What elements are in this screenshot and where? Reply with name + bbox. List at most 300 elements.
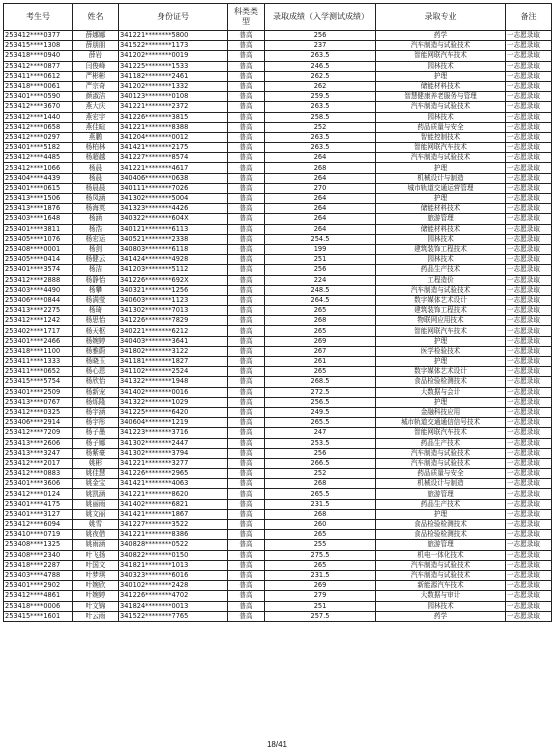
cell-score: 256 xyxy=(265,265,376,275)
cell-name: 杨洁 xyxy=(73,265,119,275)
cell-category: 普高 xyxy=(228,540,265,550)
table-row xyxy=(4,336,552,346)
cell-note: 一志愿录取 xyxy=(506,255,552,265)
cell-score: 265 xyxy=(265,306,376,316)
cell-major: 数字媒体艺术设计 xyxy=(376,367,506,377)
cell-category: 普高 xyxy=(228,275,265,285)
cell-note: 一志愿录取 xyxy=(506,275,552,285)
cell-name: 杨剑 xyxy=(73,244,119,254)
cell-id-no: 341421********1867 xyxy=(119,509,228,519)
cell-major: 医学检验技术 xyxy=(376,346,506,356)
cell-exam-no: 253418****1100 xyxy=(4,346,73,356)
cell-name: 燕佳暄 xyxy=(73,122,119,132)
cell-name: 杨浩 xyxy=(73,224,119,234)
cell-note: 一志愿录取 xyxy=(506,407,552,417)
cell-score: 262 xyxy=(265,81,376,91)
cell-id-no: 341203********5112 xyxy=(119,265,228,275)
cell-name: 叶飞扬 xyxy=(73,550,119,560)
cell-exam-no: 253413****1506 xyxy=(4,194,73,204)
table-row xyxy=(4,204,552,214)
cell-category: 普高 xyxy=(228,61,265,71)
cell-note: 一志愿录取 xyxy=(506,265,552,275)
cell-major: 旅游管理 xyxy=(376,214,506,224)
cell-id-no: 341402********6821 xyxy=(119,499,228,509)
cell-category: 普高 xyxy=(228,255,265,265)
cell-note: 一志愿录取 xyxy=(506,244,552,254)
cell-score: 265 xyxy=(265,367,376,377)
cell-note: 一志愿录取 xyxy=(506,570,552,580)
cell-score: 268 xyxy=(265,509,376,519)
cell-score: 261 xyxy=(265,357,376,367)
cell-name: 杨烁隆 xyxy=(73,397,119,407)
cell-name: 杨子娜 xyxy=(73,438,119,448)
cell-name: 姚金宝 xyxy=(73,479,119,489)
cell-category: 普高 xyxy=(228,234,265,244)
cell-major: 食品检验检测技术 xyxy=(376,377,506,387)
cell-exam-no: 253412****0877 xyxy=(4,61,73,71)
cell-exam-no: 253408****2340 xyxy=(4,550,73,560)
cell-name: 燕鹏 xyxy=(73,132,119,142)
cell-id-no: 341221********3277 xyxy=(119,458,228,468)
cell-id-no: 341302********3794 xyxy=(119,448,228,458)
cell-score: 264 xyxy=(265,194,376,204)
cell-category: 普高 xyxy=(228,550,265,560)
cell-major: 园林技术 xyxy=(376,112,506,122)
table-row xyxy=(4,51,552,61)
cell-id-no: 341221********2372 xyxy=(119,102,228,112)
cell-name: 杨天枢 xyxy=(73,326,119,336)
cell-score: 251 xyxy=(265,255,376,265)
table-row xyxy=(4,448,552,458)
cell-category: 普高 xyxy=(228,428,265,438)
cell-exam-no: 253412****0297 xyxy=(4,132,73,142)
cell-exam-no: 253406****0844 xyxy=(4,295,73,305)
cell-major: 新能源汽车技术 xyxy=(376,581,506,591)
table-row xyxy=(4,591,552,601)
cell-note: 一志愿录取 xyxy=(506,316,552,326)
cell-score: 268.5 xyxy=(265,377,376,387)
cell-exam-no: 253412****1066 xyxy=(4,163,73,173)
cell-score: 224 xyxy=(265,275,376,285)
cell-id-no: 340604********1219 xyxy=(119,418,228,428)
cell-major: 物联网应用技术 xyxy=(376,316,506,326)
cell-category: 普高 xyxy=(228,295,265,305)
cell-exam-no: 253401****3811 xyxy=(4,224,73,234)
cell-major: 汽车制造与试验技术 xyxy=(376,458,506,468)
cell-category: 普高 xyxy=(228,489,265,499)
table-row xyxy=(4,397,552,407)
header-score: 录取成绩（入学测试成绩） xyxy=(265,4,376,31)
cell-category: 普高 xyxy=(228,611,265,621)
cell-name: 杨欣怡 xyxy=(73,377,119,387)
cell-category: 普高 xyxy=(228,418,265,428)
table-row xyxy=(4,407,552,417)
cell-major: 药品质量与安全 xyxy=(376,122,506,132)
cell-category: 普高 xyxy=(228,102,265,112)
cell-major: 机械设计与制造 xyxy=(376,479,506,489)
cell-exam-no: 253412****4861 xyxy=(4,591,73,601)
cell-name: 杨晨 xyxy=(73,173,119,183)
cell-score: 237 xyxy=(265,41,376,51)
cell-exam-no: 253412****0883 xyxy=(4,469,73,479)
cell-note: 一志愿录取 xyxy=(506,92,552,102)
cell-id-no: 341202********0019 xyxy=(119,51,228,61)
cell-exam-no: 253401****3574 xyxy=(4,265,73,275)
cell-name: 杨琦 xyxy=(73,306,119,316)
cell-score: 265.5 xyxy=(265,418,376,428)
cell-category: 普高 xyxy=(228,469,265,479)
cell-major: 食品检验检测技术 xyxy=(376,530,506,540)
cell-major: 护理 xyxy=(376,71,506,81)
cell-note: 一志愿录取 xyxy=(506,458,552,468)
cell-category: 普高 xyxy=(228,387,265,397)
cell-exam-no: 253412****0325 xyxy=(4,407,73,417)
cell-category: 普高 xyxy=(228,112,265,122)
cell-major: 食品检验检测技术 xyxy=(376,520,506,530)
cell-exam-no: 253401****2902 xyxy=(4,581,73,591)
cell-id-no: 340321********1256 xyxy=(119,285,228,295)
cell-note: 一志愿录取 xyxy=(506,214,552,224)
cell-score: 252 xyxy=(265,122,376,132)
cell-id-no: 341227********3522 xyxy=(119,520,228,530)
cell-exam-no: 253406****2914 xyxy=(4,418,73,428)
cell-name: 燕宏宇 xyxy=(73,112,119,122)
cell-category: 普高 xyxy=(228,438,265,448)
cell-category: 普高 xyxy=(228,581,265,591)
cell-name: 杨心恩 xyxy=(73,367,119,377)
header-name: 姓名 xyxy=(73,4,119,31)
table-row xyxy=(4,560,552,570)
cell-exam-no: 253413****2606 xyxy=(4,438,73,448)
cell-note: 一志愿录取 xyxy=(506,581,552,591)
cell-note: 一志愿录取 xyxy=(506,153,552,163)
cell-category: 普高 xyxy=(228,285,265,295)
cell-name: 杨晨 xyxy=(73,163,119,173)
cell-major: 护理 xyxy=(376,194,506,204)
cell-id-no: 341302********7013 xyxy=(119,306,228,316)
table-row xyxy=(4,367,552,377)
cell-category: 普高 xyxy=(228,458,265,468)
table-row xyxy=(4,41,552,51)
cell-note: 一志愿录取 xyxy=(506,224,552,234)
cell-major: 护理 xyxy=(376,357,506,367)
cell-name: 叶云雨 xyxy=(73,611,119,621)
cell-category: 普高 xyxy=(228,520,265,530)
cell-exam-no: 253413****2275 xyxy=(4,306,73,316)
cell-exam-no: 253401****4175 xyxy=(4,499,73,509)
cell-id-no: 341802********3122 xyxy=(119,346,228,356)
cell-note: 一志愿录取 xyxy=(506,61,552,71)
cell-exam-no: 253412****0124 xyxy=(4,489,73,499)
table-row xyxy=(4,438,552,448)
cell-score: 260 xyxy=(265,520,376,530)
cell-major: 药品生产技术 xyxy=(376,265,506,275)
cell-id-no: 341522********1173 xyxy=(119,41,228,51)
cell-id-no: 341102********2524 xyxy=(119,367,228,377)
cell-name: 姚彬 xyxy=(73,458,119,468)
cell-exam-no: 253411****0652 xyxy=(4,367,73,377)
cell-id-no: 341824********0013 xyxy=(119,601,228,611)
cell-major: 城市轨道交通通信信号技术 xyxy=(376,418,506,428)
cell-note: 一志愿录取 xyxy=(506,397,552,407)
table-row xyxy=(4,112,552,122)
table-row xyxy=(4,163,552,173)
cell-exam-no: 253412****4485 xyxy=(4,153,73,163)
cell-category: 普高 xyxy=(228,204,265,214)
cell-major: 大数据与会计 xyxy=(376,387,506,397)
table-row xyxy=(4,499,552,509)
cell-id-no: 341221********8386 xyxy=(119,530,228,540)
table-row xyxy=(4,173,552,183)
cell-note: 一志愿录取 xyxy=(506,112,552,122)
cell-id-no: 341323********4426 xyxy=(119,204,228,214)
cell-id-no: 341181********1827 xyxy=(119,357,228,367)
cell-name: 颜淑洁 xyxy=(73,92,119,102)
cell-id-no: 341821********1013 xyxy=(119,560,228,570)
cell-score: 247 xyxy=(265,428,376,438)
table-row xyxy=(4,428,552,438)
table-row xyxy=(4,357,552,367)
cell-note: 一志愿录取 xyxy=(506,591,552,601)
cell-score: 251 xyxy=(265,601,376,611)
cell-note: 一志愿录取 xyxy=(506,540,552,550)
cell-score: 263.5 xyxy=(265,102,376,112)
cell-id-no: 341225********6420 xyxy=(119,407,228,417)
cell-name: 杨柏林 xyxy=(73,143,119,153)
table-row xyxy=(4,153,552,163)
cell-score: 266.5 xyxy=(265,458,376,468)
cell-major: 药学 xyxy=(376,31,506,41)
cell-category: 普高 xyxy=(228,530,265,540)
cell-id-no: 340123********0108 xyxy=(119,92,228,102)
cell-score: 263.5 xyxy=(265,132,376,142)
cell-score: 249.5 xyxy=(265,407,376,417)
table-row xyxy=(4,316,552,326)
cell-score: 263.5 xyxy=(265,51,376,61)
cell-category: 普高 xyxy=(228,92,265,102)
cell-score: 264 xyxy=(265,153,376,163)
cell-exam-no: 253412****0377 xyxy=(4,31,73,41)
cell-name: 杨攀 xyxy=(73,285,119,295)
cell-name: 闫俊峰 xyxy=(73,61,119,71)
cell-note: 一志愿录取 xyxy=(506,183,552,193)
cell-note: 一志愿录取 xyxy=(506,469,552,479)
cell-name: 叶文锦 xyxy=(73,601,119,611)
cell-category: 普高 xyxy=(228,367,265,377)
cell-score: 265 xyxy=(265,326,376,336)
cell-name: 姚雨涵 xyxy=(73,540,119,550)
cell-note: 一志愿录取 xyxy=(506,31,552,41)
cell-id-no: 341227********8574 xyxy=(119,153,228,163)
cell-id-no: 341302********2447 xyxy=(119,438,228,448)
cell-exam-no: 253413****3247 xyxy=(4,448,73,458)
header-id-no: 身份证号 xyxy=(119,4,228,31)
cell-major: 储能材料技术 xyxy=(376,224,506,234)
header-major: 录取专业 xyxy=(376,4,506,31)
cell-id-no: 340102********2428 xyxy=(119,581,228,591)
table-row xyxy=(4,469,552,479)
cell-name: 杨宇涵 xyxy=(73,407,119,417)
cell-exam-no: 253401****5182 xyxy=(4,143,73,153)
cell-category: 普高 xyxy=(228,143,265,153)
cell-name: 薛岩 xyxy=(73,51,119,61)
cell-id-no: 340111********7026 xyxy=(119,183,228,193)
cell-name: 杨晨晨 xyxy=(73,183,119,193)
cell-category: 普高 xyxy=(228,265,265,275)
cell-exam-no: 253401****0615 xyxy=(4,183,73,193)
cell-name: 姚文丽 xyxy=(73,509,119,519)
header-note: 备注 xyxy=(506,4,552,31)
cell-name: 杨婉婷 xyxy=(73,336,119,346)
cell-id-no: 341522********7765 xyxy=(119,611,228,621)
cell-score: 268 xyxy=(265,316,376,326)
cell-exam-no: 253418****0061 xyxy=(4,81,73,91)
cell-major: 数字媒体艺术设计 xyxy=(376,295,506,305)
cell-name: 叶国文 xyxy=(73,560,119,570)
cell-note: 一志愿录取 xyxy=(506,41,552,51)
cell-name: 杨思怡 xyxy=(73,316,119,326)
cell-score: 255 xyxy=(265,540,376,550)
cell-id-no: 341221********4617 xyxy=(119,163,228,173)
cell-major: 汽车制造与试验技术 xyxy=(376,560,506,570)
cell-category: 普高 xyxy=(228,244,265,254)
table-row xyxy=(4,234,552,244)
cell-score: 257.5 xyxy=(265,611,376,621)
cell-exam-no: 253401****2466 xyxy=(4,336,73,346)
cell-category: 普高 xyxy=(228,316,265,326)
table-row xyxy=(4,550,552,560)
cell-name: 杨晓玉 xyxy=(73,357,119,367)
cell-category: 普高 xyxy=(228,326,265,336)
cell-category: 普高 xyxy=(228,377,265,387)
table-row xyxy=(4,132,552,142)
cell-major: 园林技术 xyxy=(376,601,506,611)
cell-score: 264 xyxy=(265,214,376,224)
cell-note: 一志愿录取 xyxy=(506,234,552,244)
cell-category: 普高 xyxy=(228,306,265,316)
cell-major: 药品生产技术 xyxy=(376,499,506,509)
cell-note: 一志愿录取 xyxy=(506,306,552,316)
cell-major: 旅游管理 xyxy=(376,489,506,499)
cell-name: 叶梦琪 xyxy=(73,570,119,580)
table-row xyxy=(4,509,552,519)
cell-id-no: 341202********1332 xyxy=(119,81,228,91)
table-row xyxy=(4,611,552,621)
cell-score: 264.5 xyxy=(265,295,376,305)
cell-note: 一志愿录取 xyxy=(506,418,552,428)
cell-note: 一志愿录取 xyxy=(506,367,552,377)
cell-id-no: 340406********0638 xyxy=(119,173,228,183)
cell-exam-no: 253405****1076 xyxy=(4,234,73,244)
cell-note: 一志愿录取 xyxy=(506,143,552,153)
cell-major: 智能网联汽车技术 xyxy=(376,143,506,153)
cell-category: 普高 xyxy=(228,397,265,407)
cell-major: 护理 xyxy=(376,163,506,173)
cell-exam-no: 253411****1333 xyxy=(4,357,73,367)
cell-score: 264 xyxy=(265,204,376,214)
cell-exam-no: 253403****1648 xyxy=(4,214,73,224)
cell-id-no: 341421********4063 xyxy=(119,479,228,489)
cell-id-no: 341221********5800 xyxy=(119,31,228,41)
cell-name: 杨静怡 xyxy=(73,275,119,285)
cell-name: 姚凯涵 xyxy=(73,489,119,499)
table-row xyxy=(4,244,552,254)
cell-note: 一志愿录取 xyxy=(506,479,552,489)
cell-category: 普高 xyxy=(228,153,265,163)
cell-category: 普高 xyxy=(228,183,265,193)
cell-score: 272.5 xyxy=(265,387,376,397)
cell-exam-no: 253413****1876 xyxy=(4,204,73,214)
cell-major: 机械设计与制造 xyxy=(376,173,506,183)
cell-note: 一志愿录取 xyxy=(506,448,552,458)
cell-note: 一志愿录取 xyxy=(506,194,552,204)
cell-major: 智能控制技术 xyxy=(376,132,506,142)
cell-exam-no: 253412****3670 xyxy=(4,102,73,112)
cell-note: 一志愿录取 xyxy=(506,204,552,214)
cell-note: 一志愿录取 xyxy=(506,102,552,112)
table-row xyxy=(4,81,552,91)
cell-id-no: 340121********6113 xyxy=(119,224,228,234)
header-exam-no: 考生号 xyxy=(4,4,73,31)
table-row xyxy=(4,224,552,234)
cell-score: 270 xyxy=(265,183,376,193)
cell-id-no: 340403********3641 xyxy=(119,336,228,346)
cell-major: 大数据与审计 xyxy=(376,591,506,601)
cell-category: 普高 xyxy=(228,214,265,224)
cell-exam-no: 253412****2888 xyxy=(4,275,73,285)
cell-id-no: 341322********1029 xyxy=(119,397,228,407)
table-row xyxy=(4,306,552,316)
table-row xyxy=(4,71,552,81)
cell-major: 药学 xyxy=(376,611,506,621)
table-row xyxy=(4,601,552,611)
cell-score: 199 xyxy=(265,244,376,254)
table-row xyxy=(4,530,552,540)
cell-note: 一志愿录取 xyxy=(506,550,552,560)
cell-category: 普高 xyxy=(228,163,265,173)
cell-category: 普高 xyxy=(228,31,265,41)
cell-id-no: 340803********6118 xyxy=(119,244,228,254)
cell-name: 严宗奇 xyxy=(73,81,119,91)
cell-name: 杨满莹 xyxy=(73,295,119,305)
cell-id-no: 341221********8388 xyxy=(119,122,228,132)
cell-note: 一志愿录取 xyxy=(506,377,552,387)
cell-id-no: 341226********7829 xyxy=(119,316,228,326)
cell-score: 258.5 xyxy=(265,112,376,122)
cell-id-no: 340323********6016 xyxy=(119,570,228,580)
cell-score: 263.5 xyxy=(265,143,376,153)
cell-score: 269 xyxy=(265,336,376,346)
cell-note: 一志愿录取 xyxy=(506,163,552,173)
cell-exam-no: 253403****4490 xyxy=(4,285,73,295)
cell-major: 智能网联汽车技术 xyxy=(376,326,506,336)
cell-exam-no: 253418****0006 xyxy=(4,601,73,611)
cell-id-no: 341221********8620 xyxy=(119,489,228,499)
cell-id-no: 341226********2965 xyxy=(119,469,228,479)
cell-score: 264 xyxy=(265,173,376,183)
cell-score: 231.5 xyxy=(265,499,376,509)
cell-exam-no: 253403****4788 xyxy=(4,570,73,580)
cell-score: 265 xyxy=(265,560,376,570)
cell-note: 一志愿录取 xyxy=(506,489,552,499)
cell-note: 一志愿录取 xyxy=(506,499,552,509)
cell-major: 汽车制造与试验技术 xyxy=(376,153,506,163)
table-row xyxy=(4,143,552,153)
table-row xyxy=(4,540,552,550)
cell-major: 园林技术 xyxy=(376,234,506,244)
cell-note: 一志愿录取 xyxy=(506,132,552,142)
table-row xyxy=(4,122,552,132)
